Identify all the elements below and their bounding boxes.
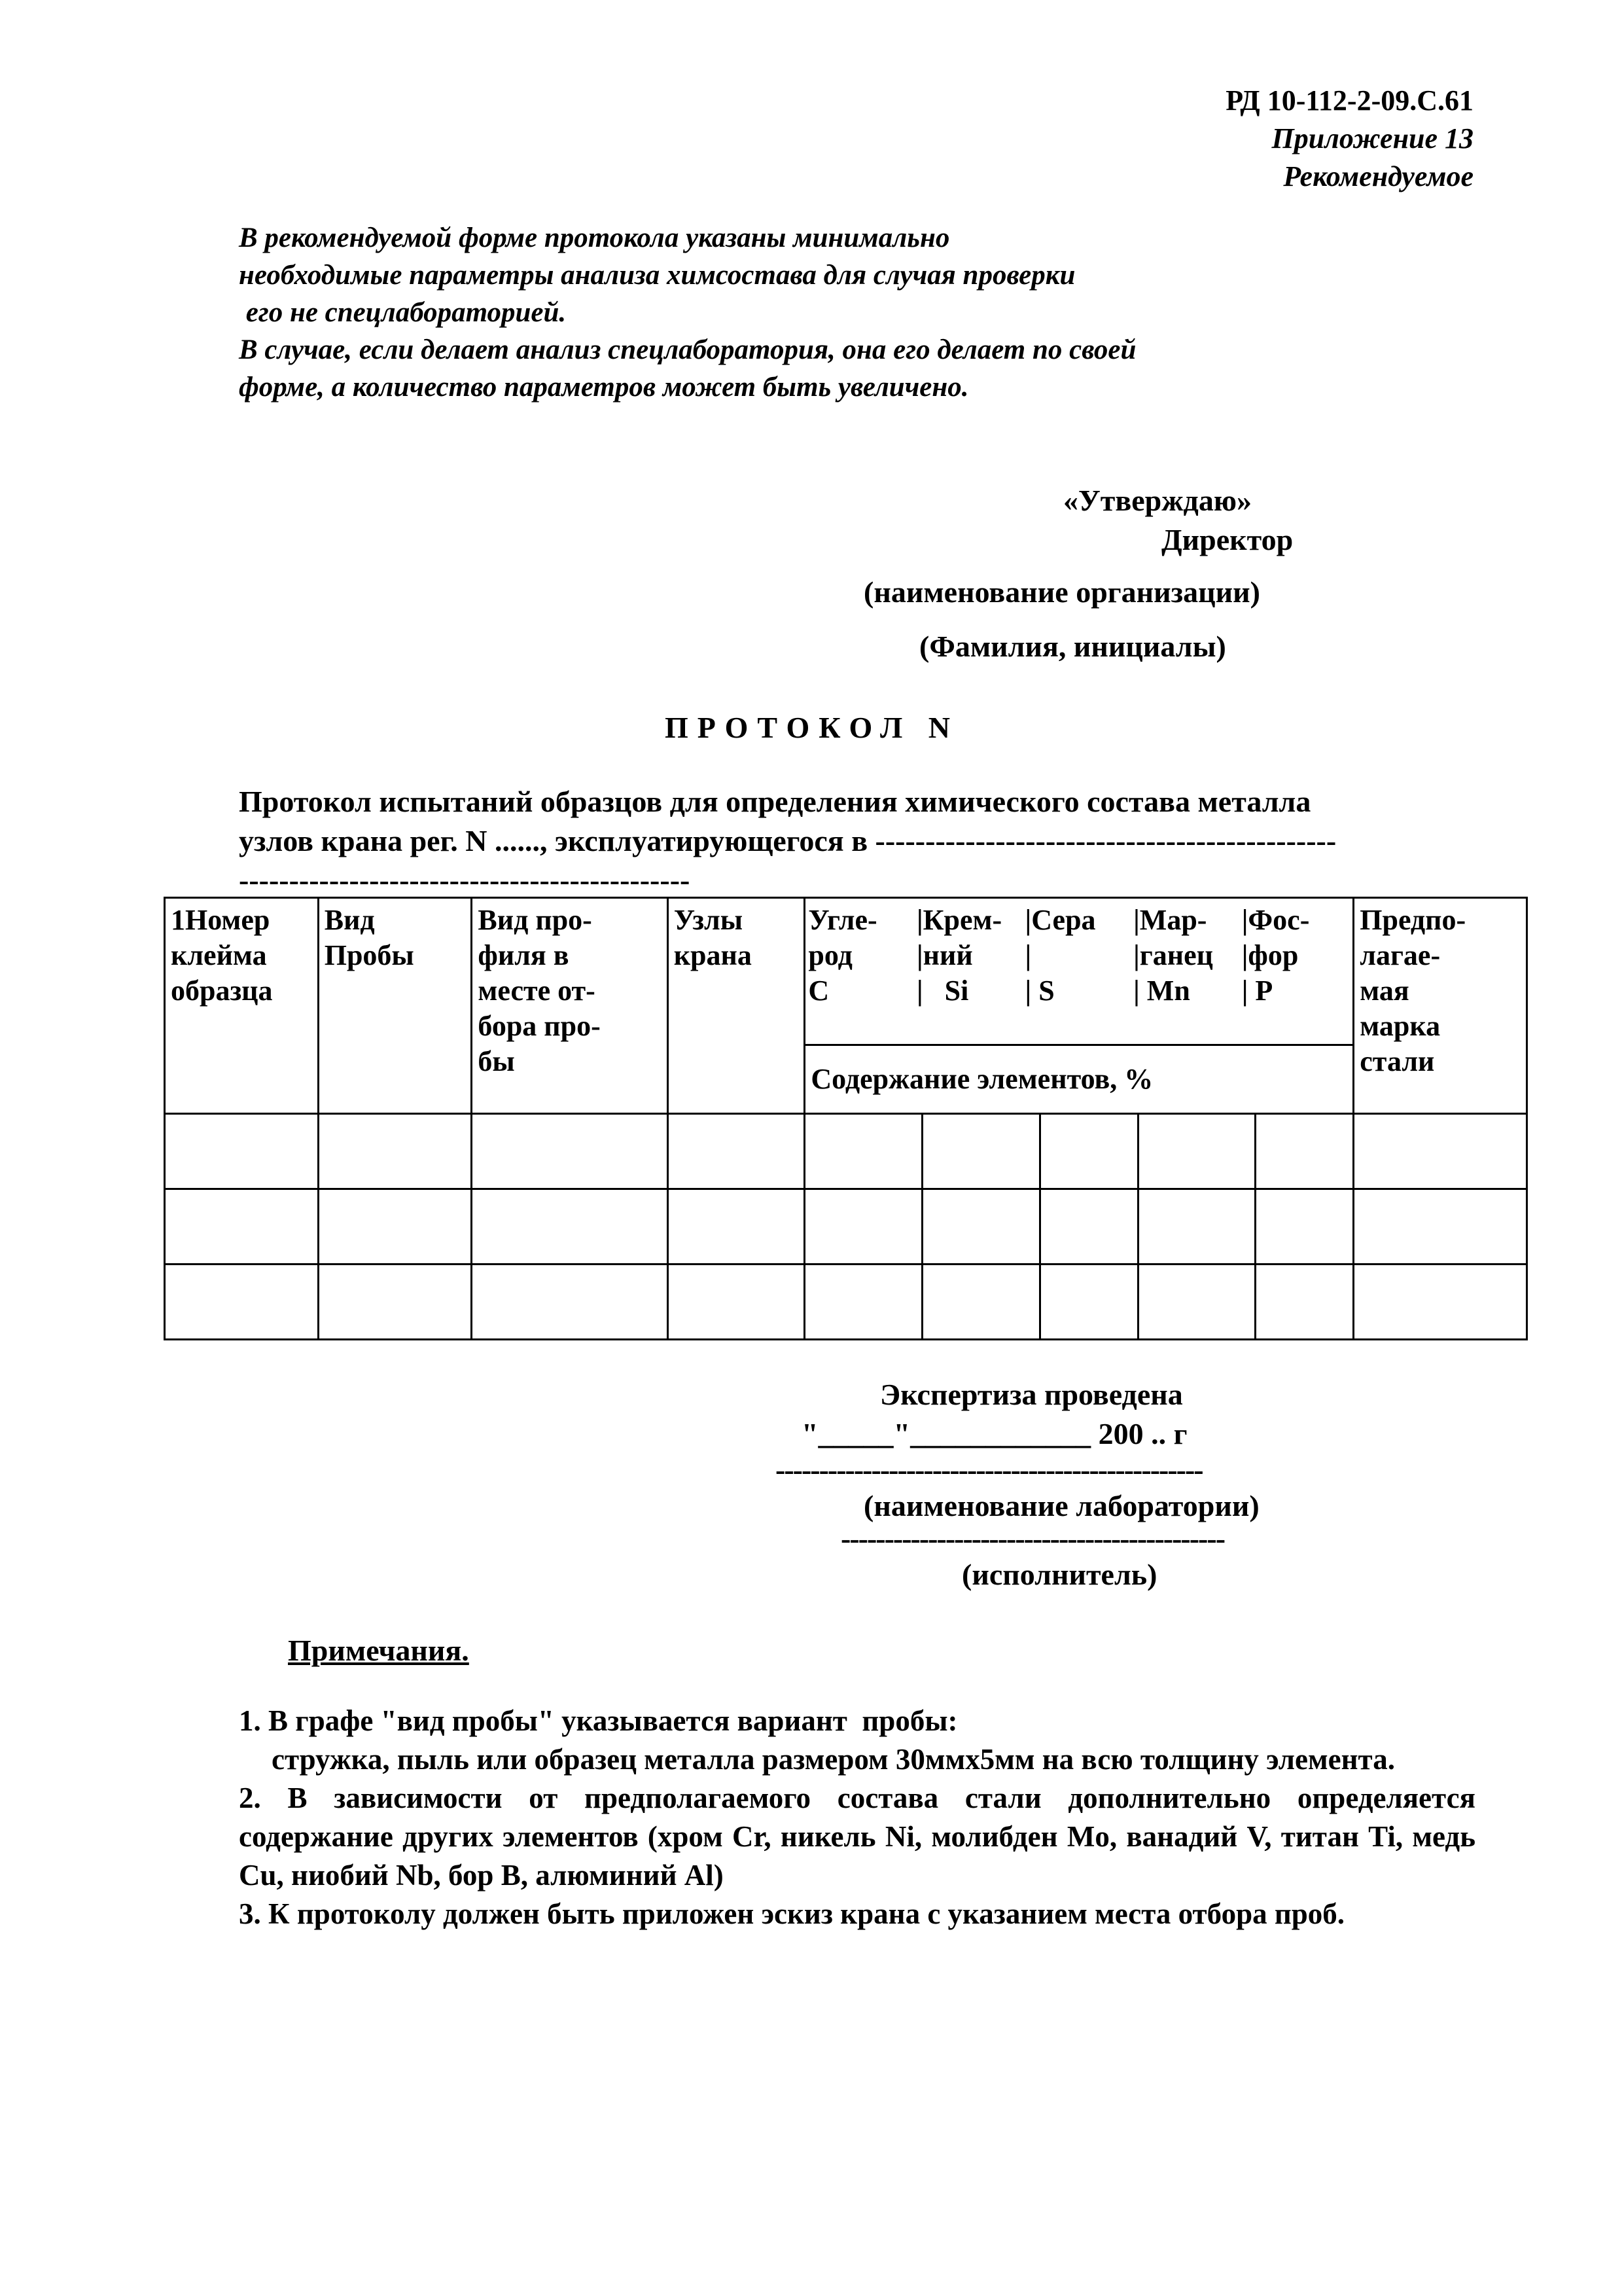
table-cell[interactable] bbox=[1256, 1114, 1354, 1189]
organization-placeholder: (наименование организации) bbox=[864, 575, 1260, 609]
column-header-sample-type: Вид Пробы bbox=[318, 898, 472, 1114]
note-1-body: стружка, пыль или образец металла размером 30ммх5мм на всю толщину элемента. bbox=[272, 1743, 1395, 1776]
element-silicon: |Крем- |ний | Si bbox=[916, 904, 1002, 1007]
table-cell[interactable] bbox=[923, 1265, 1040, 1340]
column-header-steel-grade: Предпо- лагае- мая марка стали bbox=[1354, 898, 1527, 1114]
table-cell[interactable] bbox=[1040, 1265, 1138, 1340]
table-cell[interactable] bbox=[1138, 1114, 1256, 1189]
intro-line: В случае, если делает анализ спецлаборатория, она его делает по своей bbox=[239, 334, 1137, 365]
table-cell[interactable] bbox=[667, 1189, 805, 1265]
notes-list bbox=[239, 1702, 1475, 1933]
notes-heading: Примечания. bbox=[288, 1634, 469, 1667]
description-line: Протокол испытаний образцов для определения химического состава металла bbox=[239, 785, 1311, 818]
table-cell[interactable] bbox=[1354, 1189, 1527, 1265]
table-cell[interactable] bbox=[165, 1265, 319, 1340]
name-placeholder: (Фамилия, инициалы) bbox=[919, 630, 1226, 663]
executor-placeholder: (исполнитель) bbox=[962, 1558, 1157, 1591]
note-2: 2. В зависимости от предполагаемого состава стали дополнительно определяется содержание других элементов (хром Cr, никель Ni, молибден Mo, ванадий V, титан Ti, медь Cu, ниобий Nb, бор B, алюминий Al) bbox=[239, 1782, 1475, 1892]
table-cell[interactable] bbox=[318, 1265, 472, 1340]
table-cell[interactable] bbox=[923, 1114, 1040, 1189]
table-cell[interactable] bbox=[923, 1189, 1040, 1265]
table-cell[interactable] bbox=[667, 1265, 805, 1340]
protocol-description bbox=[239, 782, 1336, 900]
director-label: Директор bbox=[1161, 523, 1294, 556]
elements-header bbox=[805, 898, 1354, 1045]
element-manganese: |Мар- |ганец | Mn bbox=[1133, 904, 1214, 1007]
column-header-profile-type: Вид про- филя в месте от- бора про- бы bbox=[472, 898, 667, 1114]
expertise-date: "_____"____________ 200 .. г bbox=[802, 1417, 1188, 1450]
table-cell[interactable] bbox=[1256, 1265, 1354, 1340]
protocol-table bbox=[164, 897, 1528, 1340]
table-cell[interactable] bbox=[805, 1265, 923, 1340]
table-cell[interactable] bbox=[472, 1189, 667, 1265]
table-cell[interactable] bbox=[318, 1114, 472, 1189]
table-cell[interactable] bbox=[1040, 1114, 1138, 1189]
table-cell[interactable] bbox=[472, 1265, 667, 1340]
note-3: 3. К протоколу должен быть приложен эскиз крана с указанием места отбора проб. bbox=[239, 1897, 1345, 1930]
element-sulfur: |Сера | | S bbox=[1025, 904, 1096, 1007]
intro-line: форме, а количество параметров может быть увеличено. bbox=[239, 372, 969, 403]
table-cell[interactable] bbox=[1040, 1189, 1138, 1265]
appendix-label: Приложение 13 bbox=[1271, 122, 1474, 154]
element-carbon: Угле- род C bbox=[808, 904, 877, 1007]
note-1-title: 1. В графе "вид пробы" указывается вариант пробы: bbox=[239, 1704, 958, 1737]
document-code: РД 10-112-2-09.С.61 bbox=[1226, 84, 1474, 117]
column-header-sample-number: 1Номер клейма образца bbox=[165, 898, 319, 1114]
document-header bbox=[1226, 82, 1474, 196]
intro-line: необходимые параметры анализа химсостава для случая проверки bbox=[239, 260, 1076, 291]
table-cell[interactable] bbox=[318, 1189, 472, 1265]
approve-label: «Утверждаю» bbox=[1063, 484, 1252, 517]
table-cell[interactable] bbox=[1354, 1265, 1527, 1340]
table-cell[interactable] bbox=[1256, 1189, 1354, 1265]
status-label: Рекомендуемое bbox=[1283, 160, 1474, 192]
page-title: ПРОТОКОЛ N bbox=[665, 711, 959, 744]
intro-line: В рекомендуемой форме протокола указаны минимально bbox=[239, 223, 950, 253]
intro-paragraph bbox=[239, 219, 1136, 406]
column-header-crane-nodes: Узлы крана bbox=[667, 898, 805, 1114]
table-row bbox=[165, 1114, 1527, 1189]
table-cell[interactable] bbox=[165, 1189, 319, 1265]
expertise-label: Экспертиза проведена bbox=[880, 1378, 1183, 1411]
description-line: --------------------------------------------- bbox=[239, 863, 690, 897]
executor-dash-line: -------------------------------------------- bbox=[841, 1522, 1225, 1555]
element-phosphorus: |Фос- |фор | P bbox=[1241, 904, 1310, 1007]
table-cell[interactable] bbox=[1138, 1189, 1256, 1265]
lab-placeholder: (наименование лаборатории) bbox=[864, 1489, 1260, 1522]
content-label: Содержание элементов, % bbox=[805, 1045, 1354, 1114]
table-cell[interactable] bbox=[805, 1114, 923, 1189]
table-cell[interactable] bbox=[805, 1189, 923, 1265]
intro-line: его не спецлабораторией. bbox=[239, 297, 567, 328]
table-cell[interactable] bbox=[472, 1114, 667, 1189]
table-cell[interactable] bbox=[165, 1114, 319, 1189]
description-line: узлов крана рег. N ......, эксплуатирующегося в ---------------------------------------------- bbox=[239, 824, 1337, 857]
lab-dash-line: ------------------------------------------------- bbox=[775, 1453, 1203, 1486]
table-cell[interactable] bbox=[1138, 1265, 1256, 1340]
table-row bbox=[165, 1265, 1527, 1340]
table-cell[interactable] bbox=[667, 1114, 805, 1189]
table-row bbox=[165, 1189, 1527, 1265]
table-cell[interactable] bbox=[1354, 1114, 1527, 1189]
